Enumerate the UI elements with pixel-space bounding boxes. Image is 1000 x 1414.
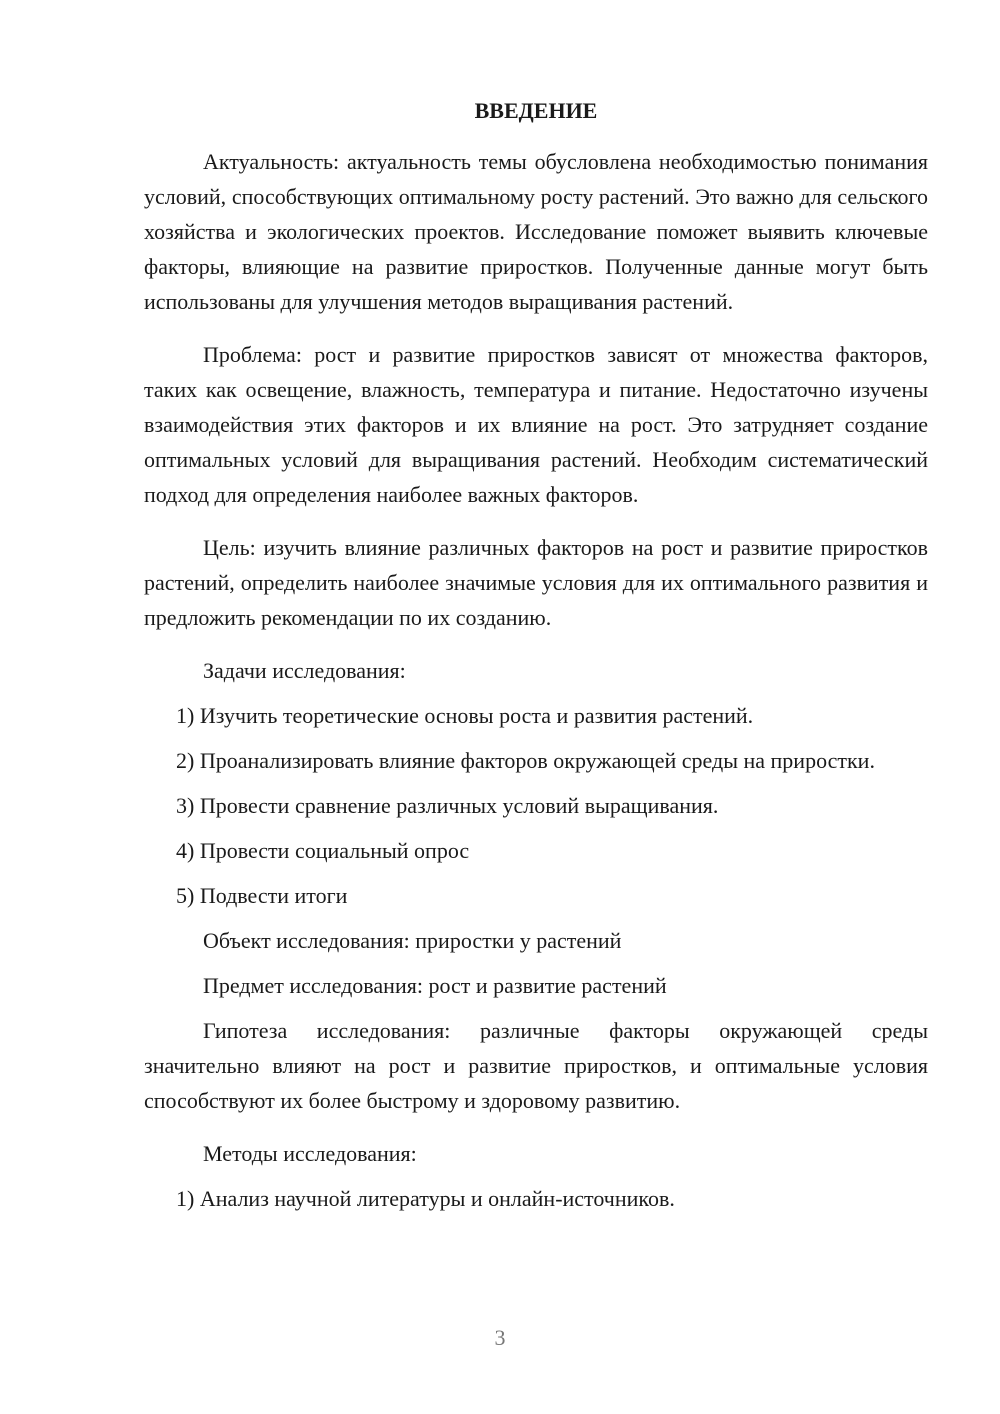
goal-paragraph: Цель: изучить влияние различных факторов на рост и развитие приростков растений, определить наиболее значимые условия для их оптимального развития и предложить рекомендации по их созданию. (144, 535, 928, 630)
task-item-5: 5) Подвести итоги (176, 883, 348, 908)
problem-paragraph: Проблема: рост и развитие приростков зависят от множества факторов, таких как освещение, влажность, температура и питание. Недостаточно изучены взаимодействия этих факторов и их влияние на рост. Это затрудняет создание оптимальных условий для выращивания растений. Необходим систематический подход для определения наиболее важных факторов. (144, 342, 928, 507)
page-title: ВВЕДЕНИЕ (474, 98, 598, 123)
subject-paragraph: Предмет исследования: рост и развитие растений (203, 973, 667, 998)
task-item-3: 3) Провести сравнение различных условий выращивания. (176, 793, 719, 818)
page-number: 3 (494, 1325, 506, 1350)
task-item-1: 1) Изучить теоретические основы роста и развития растений. (176, 703, 754, 728)
object-paragraph: Объект исследования: приростки у растений (203, 928, 622, 953)
methods-heading: Методы исследования: (203, 1141, 417, 1166)
tasks-heading: Задачи исследования: (203, 658, 406, 683)
task-item-2: 2) Проанализировать влияние факторов окружающей среды на приростки. (176, 748, 875, 773)
method-item-1: 1) Анализ научной литературы и онлайн-источников. (176, 1186, 675, 1211)
task-item-4: 4) Провести социальный опрос (176, 838, 470, 863)
relevance-paragraph: Актуальность: актуальность темы обусловлена необходимостью понимания условий, способствующих оптимальному росту растений. Это важно для сельского хозяйства и экологических проектов. Исследование поможет выявить ключевые факторы, влияющие на развитие приростков. Полученные данные могут быть использованы для улучшения методов выращивания растений. (144, 149, 928, 314)
hypothesis-paragraph: Гипотеза исследования: различные факторы окружающей среды значительно влияют на рост и развитие приростков, и оптимальные условия способствуют их более быстрому и здоровому развитию. (144, 1018, 928, 1113)
